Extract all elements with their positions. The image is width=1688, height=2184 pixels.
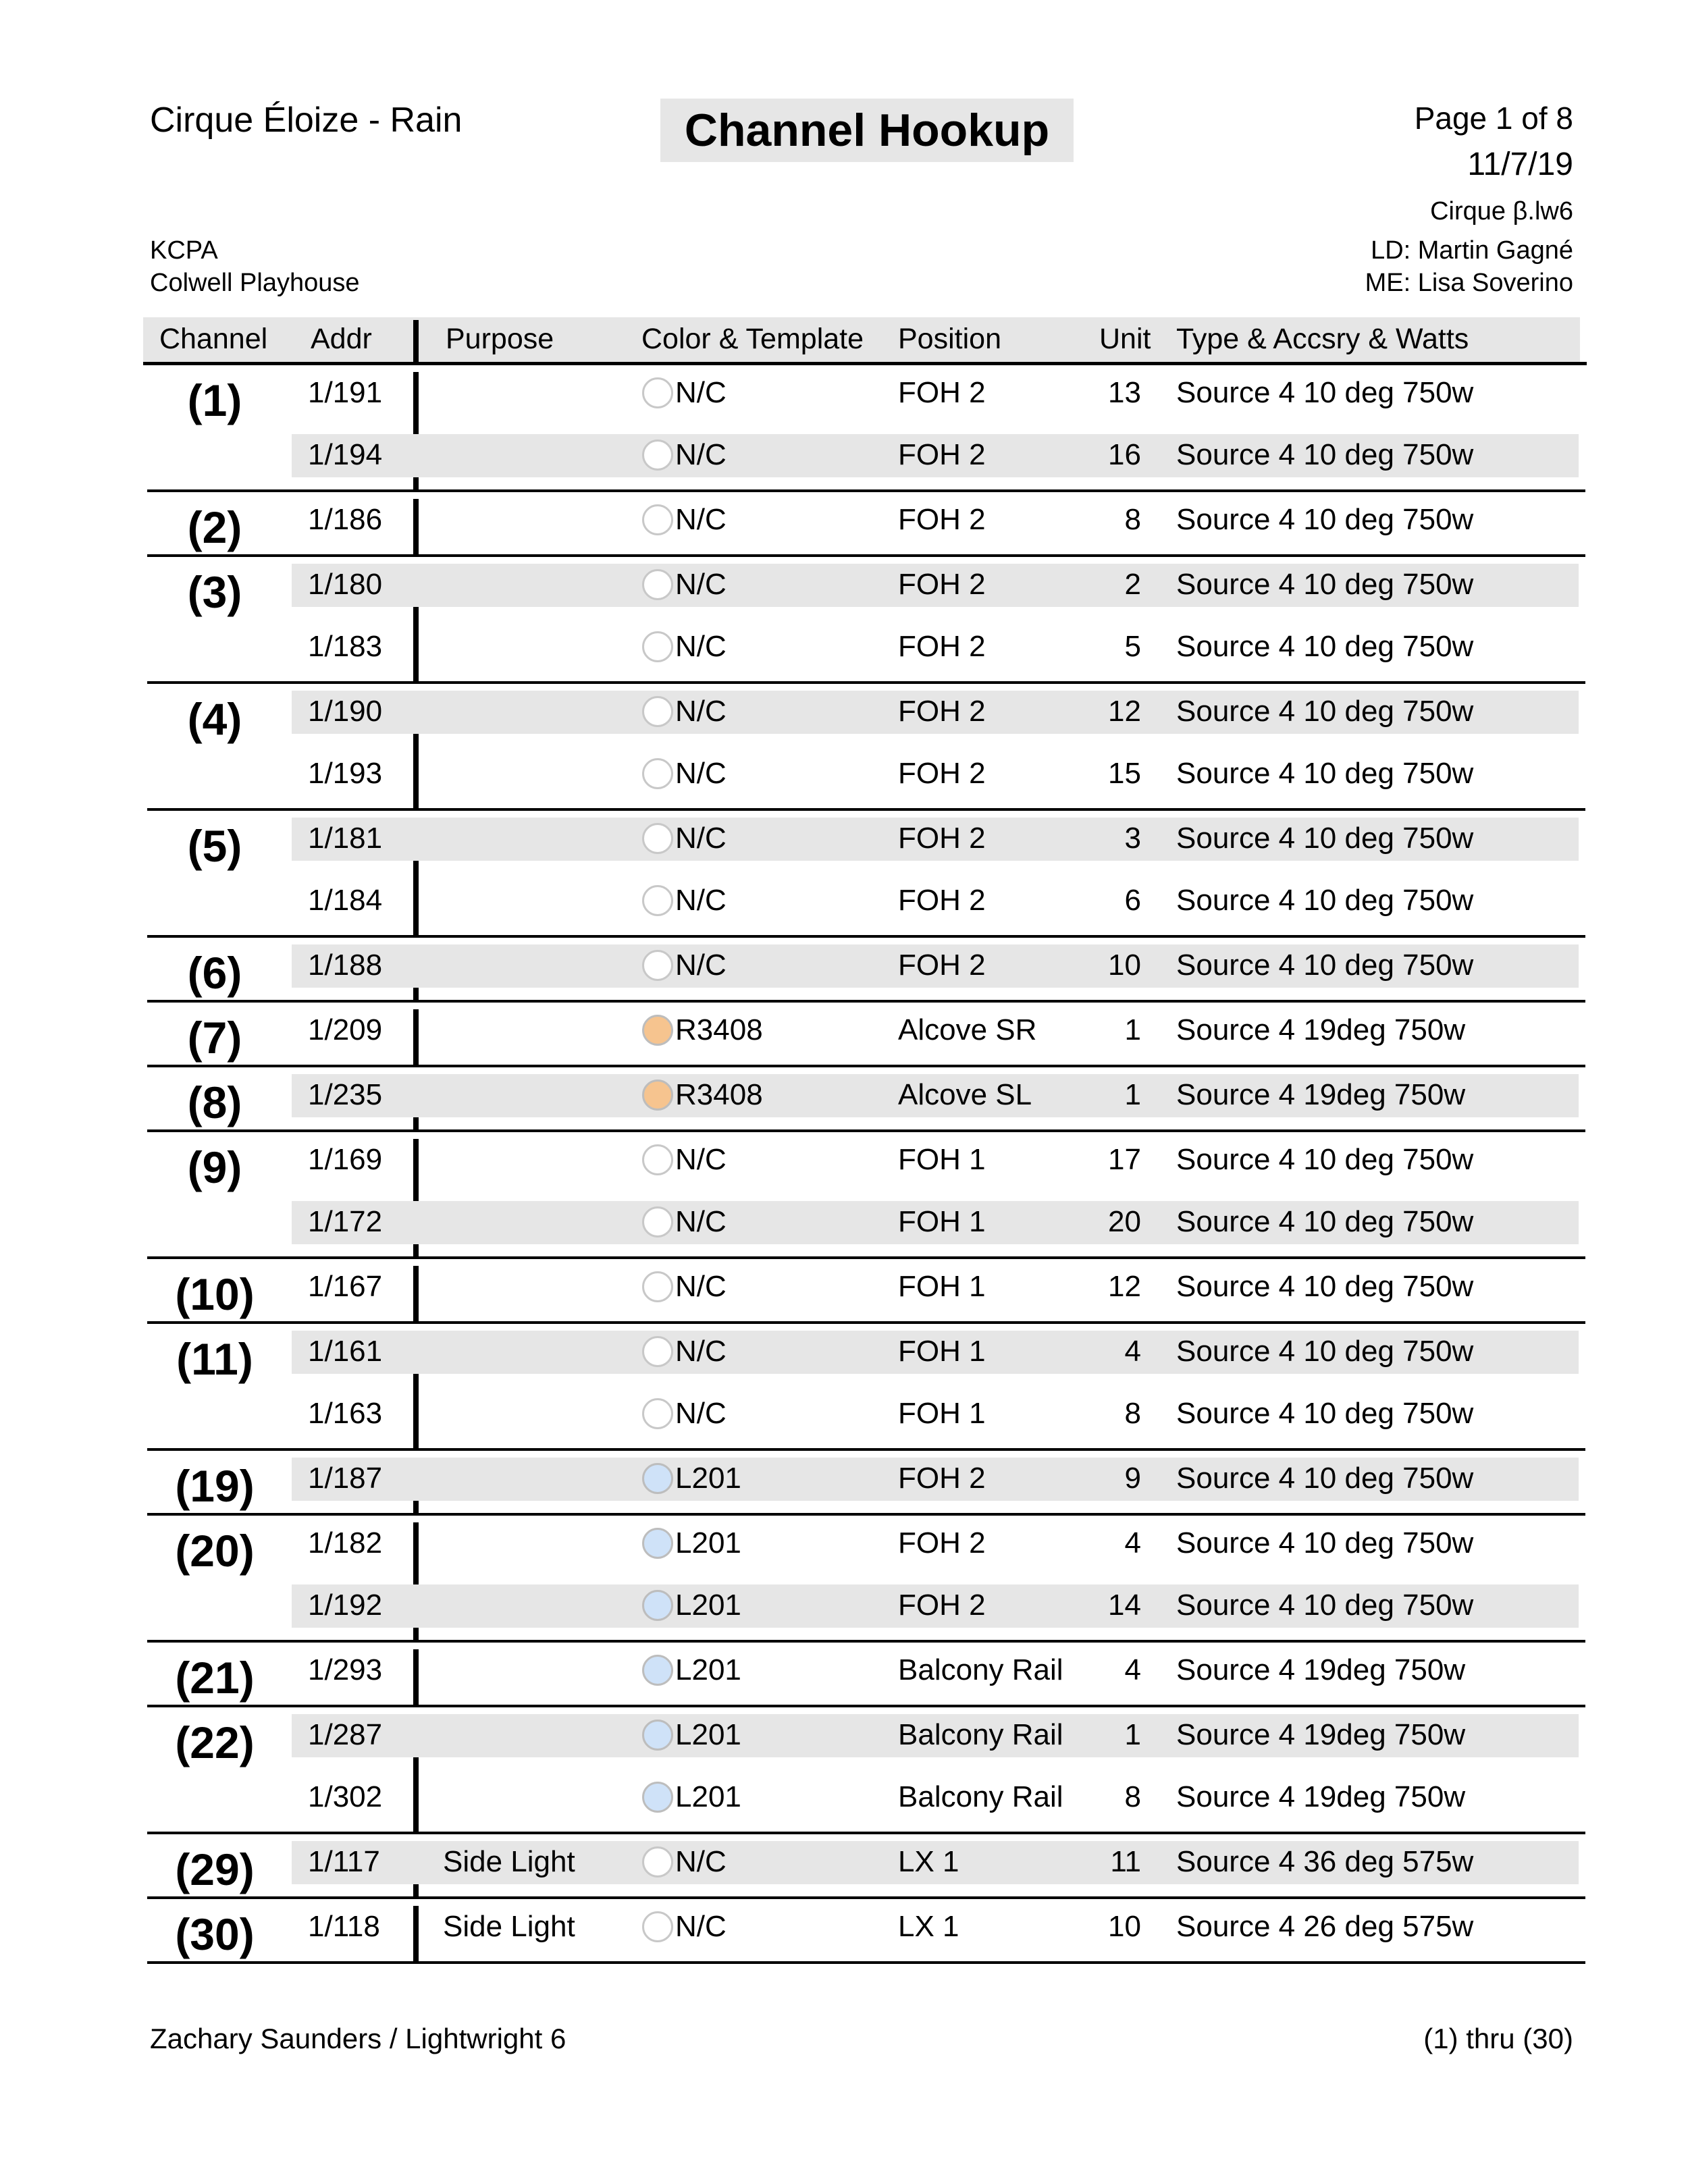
color-swatch (642, 823, 673, 854)
show-title: Cirque Éloize - Rain (150, 101, 463, 140)
unit-number: 8 (1124, 1780, 1141, 1813)
column-header-addr: Addr (311, 323, 372, 355)
group-separator (147, 1896, 1585, 1899)
unit-number: 4 (1124, 1526, 1141, 1560)
instrument-type: Source 4 19deg 750w (1176, 1653, 1466, 1686)
instrument-type: Source 4 10 deg 750w (1176, 1397, 1474, 1430)
unit-number: 8 (1124, 503, 1141, 536)
group-separator (147, 554, 1585, 557)
dimmer-address: 1/193 (308, 757, 383, 790)
position: FOH 2 (898, 568, 986, 601)
unit-number: 12 (1108, 695, 1141, 728)
group-separator (147, 935, 1585, 938)
hall-name: Colwell Playhouse (150, 269, 360, 297)
unit-number: 13 (1108, 376, 1141, 409)
master-electrician: ME: Lisa Soverino (1365, 269, 1573, 297)
group-separator (147, 1832, 1585, 1834)
group-separator (147, 1513, 1585, 1516)
dimmer-address: 1/190 (308, 695, 383, 728)
position: FOH 2 (898, 1526, 986, 1560)
dimmer-address: 1/191 (308, 376, 383, 409)
channel-number: (11) (176, 1334, 253, 1384)
instrument-type: Source 4 10 deg 750w (1176, 822, 1474, 855)
unit-number: 17 (1108, 1143, 1141, 1176)
color-swatch (642, 569, 673, 600)
position: LX 1 (898, 1845, 959, 1878)
color-swatch (642, 504, 673, 535)
print-date: 11/7/19 (1467, 147, 1573, 182)
header-rule (143, 362, 1587, 365)
position: LX 1 (898, 1910, 959, 1943)
dimmer-address: 1/183 (308, 630, 383, 663)
position: FOH 2 (898, 503, 986, 536)
page-title: Channel Hookup (660, 99, 1074, 162)
channel-number: (22) (175, 1717, 255, 1767)
color-swatch (642, 1144, 673, 1175)
color-swatch (642, 377, 673, 408)
color-gel: N/C (675, 568, 727, 601)
unit-number: 1 (1124, 1718, 1141, 1751)
position: Alcove SL (898, 1078, 1032, 1111)
dimmer-address: 1/302 (308, 1780, 383, 1813)
dimmer-address: 1/182 (308, 1526, 383, 1560)
lighting-designer: LD: Martin Gagné (1371, 236, 1573, 265)
color-swatch (642, 1015, 673, 1046)
column-divider (413, 1906, 419, 1961)
channel-number: (8) (187, 1077, 242, 1127)
color-swatch (642, 1528, 673, 1559)
instrument-type: Source 4 10 deg 750w (1176, 1526, 1474, 1560)
position: Balcony Rail (898, 1718, 1063, 1751)
channel-number: (4) (187, 694, 242, 744)
color-swatch (642, 1720, 673, 1751)
unit-number: 15 (1108, 757, 1141, 790)
instrument-type: Source 4 10 deg 750w (1176, 1589, 1474, 1622)
dimmer-address: 1/180 (308, 568, 383, 601)
channel-number: (6) (187, 948, 242, 998)
color-swatch (642, 1463, 673, 1494)
unit-number: 1 (1124, 1078, 1141, 1111)
unit-number: 8 (1124, 1397, 1141, 1430)
position: FOH 1 (898, 1335, 986, 1368)
instrument-type: Source 4 10 deg 750w (1176, 1143, 1474, 1176)
instrument-type: Source 4 26 deg 575w (1176, 1910, 1474, 1943)
position: FOH 1 (898, 1143, 986, 1176)
column-header-channel: Channel (159, 323, 268, 355)
dimmer-address: 1/172 (308, 1205, 383, 1238)
channel-number: (3) (187, 567, 242, 617)
color-gel: N/C (675, 503, 727, 536)
channel-number: (1) (187, 375, 242, 425)
position: Balcony Rail (898, 1653, 1063, 1686)
color-gel: R3408 (675, 1078, 763, 1111)
dimmer-address: 1/188 (308, 949, 383, 982)
color-gel: L201 (675, 1589, 741, 1622)
group-separator (147, 1065, 1585, 1067)
instrument-type: Source 4 10 deg 750w (1176, 1335, 1474, 1368)
file-name: Cirque β.lw6 (1430, 197, 1573, 225)
position: FOH 1 (898, 1205, 986, 1238)
color-swatch (642, 1846, 673, 1877)
position: FOH 2 (898, 949, 986, 982)
color-swatch (642, 696, 673, 727)
position: Alcove SR (898, 1013, 1037, 1046)
color-swatch (642, 885, 673, 916)
position: FOH 2 (898, 822, 986, 855)
instrument-type: Source 4 19deg 750w (1176, 1718, 1466, 1751)
color-gel: N/C (675, 1910, 727, 1943)
unit-number: 6 (1124, 884, 1141, 917)
color-gel: N/C (675, 376, 727, 409)
dimmer-address: 1/192 (308, 1589, 383, 1622)
color-gel: N/C (675, 1845, 727, 1878)
instrument-type: Source 4 19deg 750w (1176, 1780, 1466, 1813)
position: FOH 2 (898, 438, 986, 471)
footer-author: Zachary Saunders / Lightwright 6 (150, 2023, 566, 2054)
unit-number: 10 (1108, 949, 1141, 982)
color-swatch (642, 1336, 673, 1367)
instrument-type: Source 4 10 deg 750w (1176, 1205, 1474, 1238)
dimmer-address: 1/184 (308, 884, 383, 917)
color-gel: L201 (675, 1653, 741, 1686)
color-swatch (642, 1398, 673, 1429)
dimmer-address: 1/163 (308, 1397, 383, 1430)
position: FOH 2 (898, 695, 986, 728)
dimmer-address: 1/235 (308, 1078, 383, 1111)
column-header-unit: Unit (1099, 323, 1151, 355)
channel-number: (20) (175, 1526, 255, 1576)
dimmer-address: 1/194 (308, 438, 383, 471)
color-gel: N/C (675, 1397, 727, 1430)
color-swatch (642, 1655, 673, 1686)
group-separator (147, 489, 1585, 492)
unit-number: 16 (1108, 438, 1141, 471)
group-separator (147, 1705, 1585, 1707)
color-swatch (642, 1590, 673, 1621)
group-separator (147, 1256, 1585, 1259)
position: FOH 2 (898, 376, 986, 409)
instrument-type: Source 4 10 deg 750w (1176, 376, 1474, 409)
instrument-type: Source 4 10 deg 750w (1176, 884, 1474, 917)
channel-number: (21) (175, 1653, 255, 1703)
unit-number: 1 (1124, 1013, 1141, 1046)
instrument-type: Source 4 36 deg 575w (1176, 1845, 1474, 1878)
instrument-type: Source 4 10 deg 750w (1176, 630, 1474, 663)
color-gel: N/C (675, 695, 727, 728)
color-gel: R3408 (675, 1013, 763, 1046)
position: FOH 2 (898, 757, 986, 790)
position: Balcony Rail (898, 1780, 1063, 1813)
dimmer-address: 1/161 (308, 1335, 383, 1368)
color-gel: L201 (675, 1526, 741, 1560)
column-header-position: Position (898, 323, 1001, 355)
color-swatch (642, 1080, 673, 1111)
channel-number: (30) (175, 1909, 255, 1959)
instrument-type: Source 4 10 deg 750w (1176, 949, 1474, 982)
instrument-type: Source 4 10 deg 750w (1176, 438, 1474, 471)
unit-number: 14 (1108, 1589, 1141, 1622)
instrument-type: Source 4 10 deg 750w (1176, 503, 1474, 536)
instrument-type: Source 4 10 deg 750w (1176, 568, 1474, 601)
channel-number: (19) (175, 1461, 255, 1511)
position: FOH 1 (898, 1270, 986, 1303)
dimmer-address: 1/181 (308, 822, 383, 855)
color-swatch (642, 440, 673, 471)
group-separator (147, 1321, 1585, 1324)
purpose: Side Light (443, 1845, 575, 1878)
color-gel: N/C (675, 1335, 727, 1368)
instrument-type: Source 4 19deg 750w (1176, 1013, 1466, 1046)
color-gel: L201 (675, 1718, 741, 1751)
color-gel: N/C (675, 1143, 727, 1176)
instrument-type: Source 4 10 deg 750w (1176, 695, 1474, 728)
dimmer-address: 1/186 (308, 503, 383, 536)
position: FOH 2 (898, 884, 986, 917)
instrument-type: Source 4 10 deg 750w (1176, 1462, 1474, 1495)
column-divider (413, 320, 419, 362)
unit-number: 20 (1108, 1205, 1141, 1238)
unit-number: 4 (1124, 1335, 1141, 1368)
color-gel: N/C (675, 949, 727, 982)
color-swatch (642, 1271, 673, 1302)
color-gel: N/C (675, 438, 727, 471)
column-divider (413, 1266, 419, 1321)
page-number: Page 1 of 8 (1414, 101, 1573, 136)
color-gel: N/C (675, 822, 727, 855)
group-separator (147, 1961, 1585, 1964)
channel-number: (9) (187, 1142, 242, 1192)
group-separator (147, 1000, 1585, 1003)
dimmer-address: 1/117 (308, 1845, 380, 1878)
purpose: Side Light (443, 1910, 575, 1943)
dimmer-address: 1/209 (308, 1013, 383, 1046)
unit-number: 9 (1124, 1462, 1141, 1495)
group-separator (147, 681, 1585, 684)
group-separator (147, 808, 1585, 811)
footer-range: (1) thru (30) (1423, 2023, 1573, 2054)
channel-number: (2) (187, 502, 242, 552)
unit-number: 4 (1124, 1653, 1141, 1686)
unit-number: 10 (1108, 1910, 1141, 1943)
position: FOH 2 (898, 1589, 986, 1622)
channel-number: (5) (187, 821, 242, 871)
column-divider (413, 499, 419, 554)
group-separator (147, 1448, 1585, 1451)
color-swatch (642, 631, 673, 662)
instrument-type: Source 4 10 deg 750w (1176, 757, 1474, 790)
channel-number: (29) (175, 1844, 255, 1894)
dimmer-address: 1/187 (308, 1462, 383, 1495)
column-header-type: Type & Accsry & Watts (1176, 323, 1469, 355)
dimmer-address: 1/118 (308, 1910, 380, 1943)
color-swatch (642, 1782, 673, 1813)
unit-number: 12 (1108, 1270, 1141, 1303)
color-swatch (642, 1911, 673, 1942)
dimmer-address: 1/167 (308, 1270, 383, 1303)
instrument-type: Source 4 10 deg 750w (1176, 1270, 1474, 1303)
column-divider (413, 1009, 419, 1065)
color-gel: N/C (675, 1270, 727, 1303)
position: FOH 2 (898, 630, 986, 663)
color-swatch (642, 758, 673, 789)
unit-number: 11 (1110, 1845, 1141, 1878)
color-gel: N/C (675, 884, 727, 917)
channel-number: (7) (187, 1013, 242, 1063)
color-gel: L201 (675, 1462, 741, 1495)
dimmer-address: 1/169 (308, 1143, 383, 1176)
color-swatch (642, 1206, 673, 1237)
dimmer-address: 1/293 (308, 1653, 383, 1686)
unit-number: 5 (1124, 630, 1141, 663)
channel-number: (10) (175, 1269, 255, 1319)
column-header-color: Color & Template (641, 323, 864, 355)
position: FOH 1 (898, 1397, 986, 1430)
color-gel: N/C (675, 630, 727, 663)
unit-number: 2 (1124, 568, 1141, 601)
column-divider (413, 1649, 419, 1705)
color-swatch (642, 950, 673, 981)
color-gel: N/C (675, 1205, 727, 1238)
group-separator (147, 1640, 1585, 1643)
venue-name: KCPA (150, 236, 218, 265)
color-gel: N/C (675, 757, 727, 790)
dimmer-address: 1/287 (308, 1718, 383, 1751)
color-gel: L201 (675, 1780, 741, 1813)
column-header-purpose: Purpose (446, 323, 554, 355)
instrument-type: Source 4 19deg 750w (1176, 1078, 1466, 1111)
group-separator (147, 1129, 1585, 1132)
unit-number: 3 (1124, 822, 1141, 855)
position: FOH 2 (898, 1462, 986, 1495)
